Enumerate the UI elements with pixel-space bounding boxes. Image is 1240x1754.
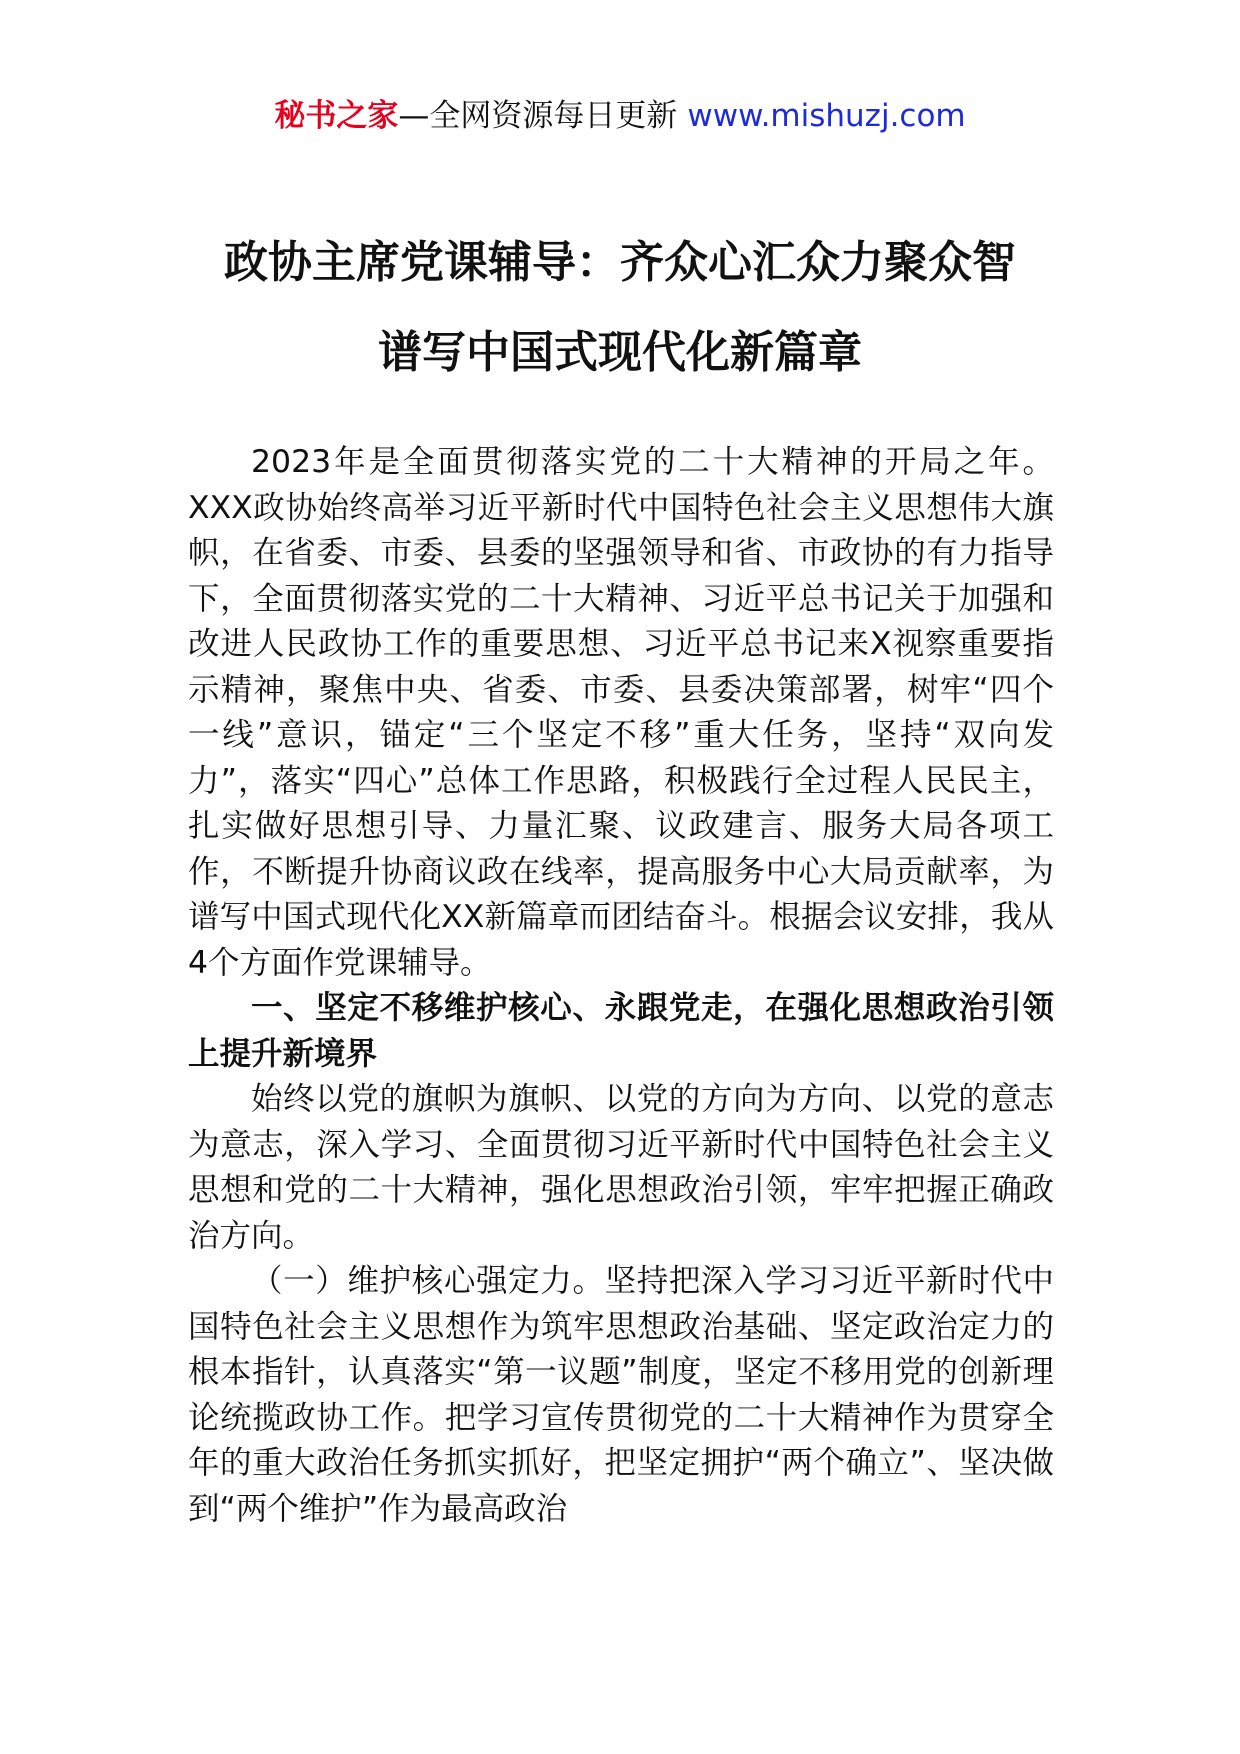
- header-dash: —: [398, 98, 430, 134]
- site-header: [0, 96, 1240, 136]
- document-body: [188, 440, 1054, 1532]
- site-url: www.mishuzj.com: [687, 98, 966, 134]
- section-paragraph: 始终以党的旗帜为旗帜、以党的方向为方向、以党的意志为意志，深入学习、全面贯彻习近平新时代中国特色社会主义思想和党的二十大精神，强化思想政治引领，牢牢把握正确政治方向。: [188, 1081, 1054, 1254]
- intro-paragraph: 2023年是全面贯彻落实党的二十大精神的开局之年。XXX政协始终高举习近平新时代中国特色社会主义思想伟大旗帜，在省委、市委、县委的坚强领导和省、市政协的有力指导下，全面贯彻落实党的二十大精神、习近平总书记关于加强和改进人民政协工作的重要思想、习近平总书记来X视察重要指示精神，聚焦中央、省委、市委、县委决策部署，树牢“四个一线”意识，锚定“三个坚定不移”重大任务，坚持“双向发力”，落实“四心”总体工作思路，积极践行全过程人民民主，扎实做好思想引导、力量汇聚、议政建言、服务大局各项工作，不断提升协商议政在线率，提高服务中心大局贡献率，为谱写中国式现代化XX新篇章而团结奋斗。根据会议安排，我从4个方面作党课辅导。: [188, 444, 1054, 981]
- header-tagline: 全网资源每日更新: [429, 98, 678, 134]
- document-title-line-2: 谱写中国式现代化新篇章: [378, 327, 862, 378]
- document-title-line-1: 政协主席党课辅导：齐众心汇众力聚众智: [224, 237, 1016, 288]
- brand-name: 秘书之家: [274, 98, 399, 134]
- subsection-paragraph: （一）维护核心强定力。坚持把深入学习习近平新时代中国特色社会主义思想作为筑牢思想政治基础、坚定政治定力的根本指针，认真落实“第一议题”制度，坚定不移用党的创新理论统揽政协工作。把学习宣传贯彻党的二十大精神作为贯穿全年的重大政治任务抓实抓好，把坚定拥护“两个确立”、坚决做到“两个维护”作为最高政治: [188, 1263, 1054, 1527]
- section-heading-1: 一、坚定不移维护核心、永跟党走，在强化思想政治引领上提升新境界: [188, 990, 1054, 1072]
